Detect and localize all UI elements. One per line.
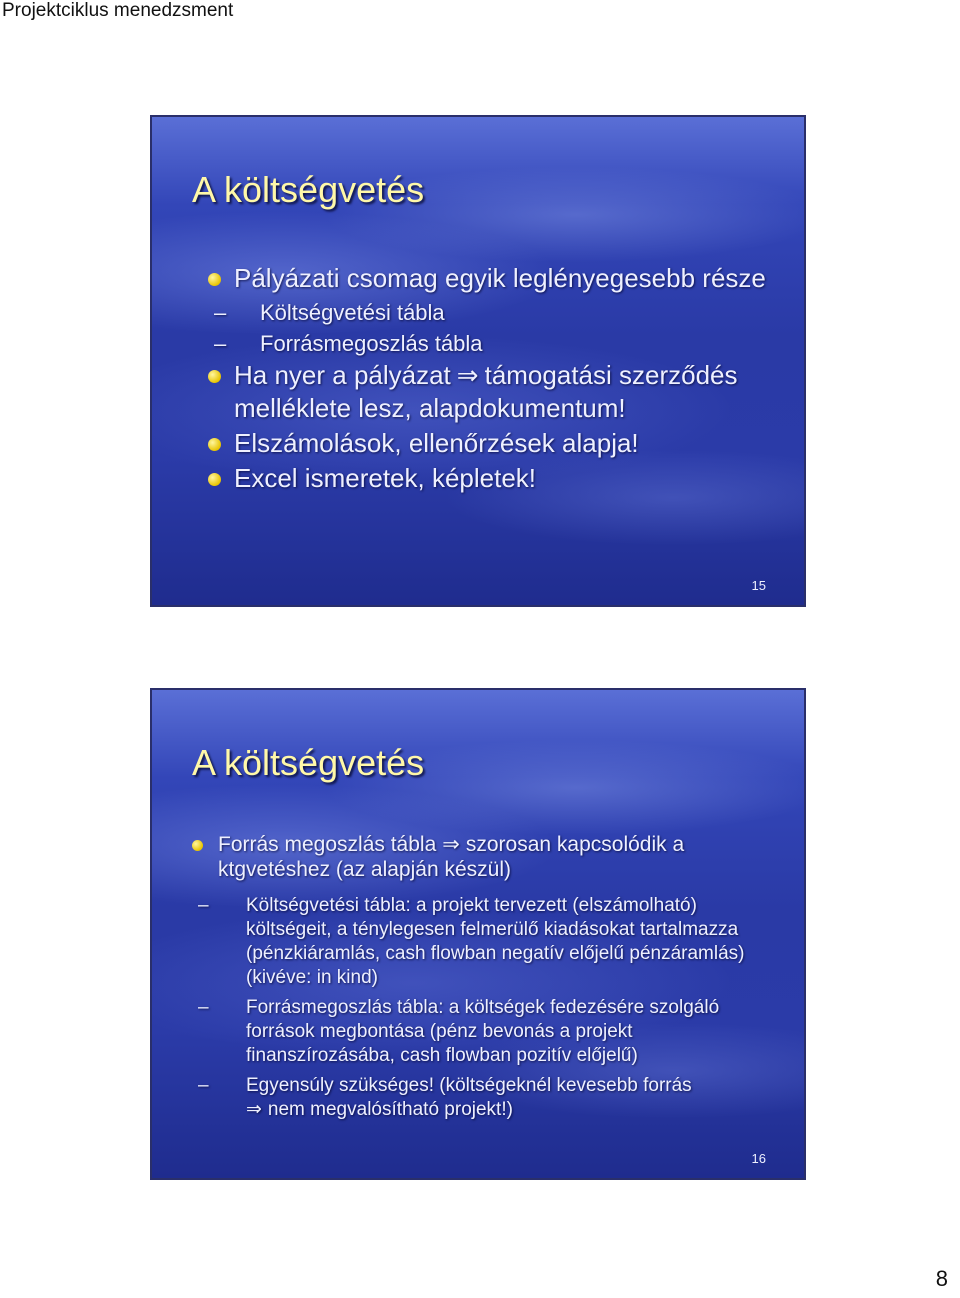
implies-arrow-icon: ⇒ [456,360,479,390]
bullet-text: Elszámolások, ellenőrzések alapja! [234,428,639,458]
bullet-item [208,262,774,295]
sub-bullet-item [192,996,774,1068]
sub-bullet-text: Költségvetési tábla: a projekt tervezett (elszámolható) költségeit, a ténylegesen felmerülő kiadásokat tartalmazza (pénzkiáramlás, cash flowban negatív előjelű pénzáramlás) (kivéve: in kind) [246,895,745,988]
sub-bullet-item [192,1074,774,1122]
implies-arrow-icon: ⇒ [442,833,460,856]
bullet-dot-icon [208,370,221,383]
sub-bullet-item [192,894,774,990]
bullet-text: Pályázati csomag egyik leglényegesebb része [234,263,766,293]
bullet-item [208,359,774,425]
sub-bullet-text: Forrásmegoszlás tábla [260,331,483,356]
dash-icon: – [198,997,209,1018]
sub-bullet-text: Forrásmegoszlás tábla: a költségek fedezésére szolgáló források megbontása (pénz bevonás a projekt finanszírozásába, cash flowban pozitív előjelű) [246,997,720,1066]
sub-bullet-text: Költségvetési tábla [260,300,445,325]
bullet-text-after: szorosan kapcsolódik a ktgvetéshez (az alapján készül) [218,833,685,881]
document-header: Projektciklus menedzsment [2,0,234,21]
bullet-dot-icon [208,273,221,286]
bullet-item [192,832,774,882]
page-number: 8 [935,1266,948,1291]
slide-content [192,832,774,1122]
slide-15 [150,115,806,607]
sub-bullet-item [208,328,774,359]
sub-bullet-text-before: Egyensúly szükséges! (költségeknél kevesebb forrás [246,1075,692,1096]
bullet-text-before: Forrás megoszlás tábla [218,833,437,856]
bullet-text-after: támogatási szerződés melléklete lesz, alapdokumentum! [234,360,738,423]
slide-16 [150,688,806,1180]
bullet-item [208,462,774,495]
slide-title: A költségvetés [192,742,425,783]
bullet-dot-icon [208,438,221,451]
implies-arrow-icon: ⇒ [246,1099,262,1120]
bullet-text-before: Ha nyer a pályázat [234,360,451,390]
bullet-dot-icon [192,840,203,851]
slide-title: A költségvetés [192,169,425,210]
bullet-item [208,427,774,460]
sub-bullet-text-after: nem megvalósítható projekt!) [267,1099,513,1120]
dash-icon: – [198,895,209,916]
dash-icon: – [214,300,227,325]
dash-icon: – [198,1075,209,1096]
bullet-text: Excel ismeretek, képletek! [234,463,537,493]
dash-icon: – [214,331,227,356]
sub-bullet-item [208,297,774,328]
slide-content [208,262,774,497]
slide-number: 15 [751,578,766,593]
slide-number: 16 [751,1151,766,1166]
bullet-dot-icon [208,473,221,486]
